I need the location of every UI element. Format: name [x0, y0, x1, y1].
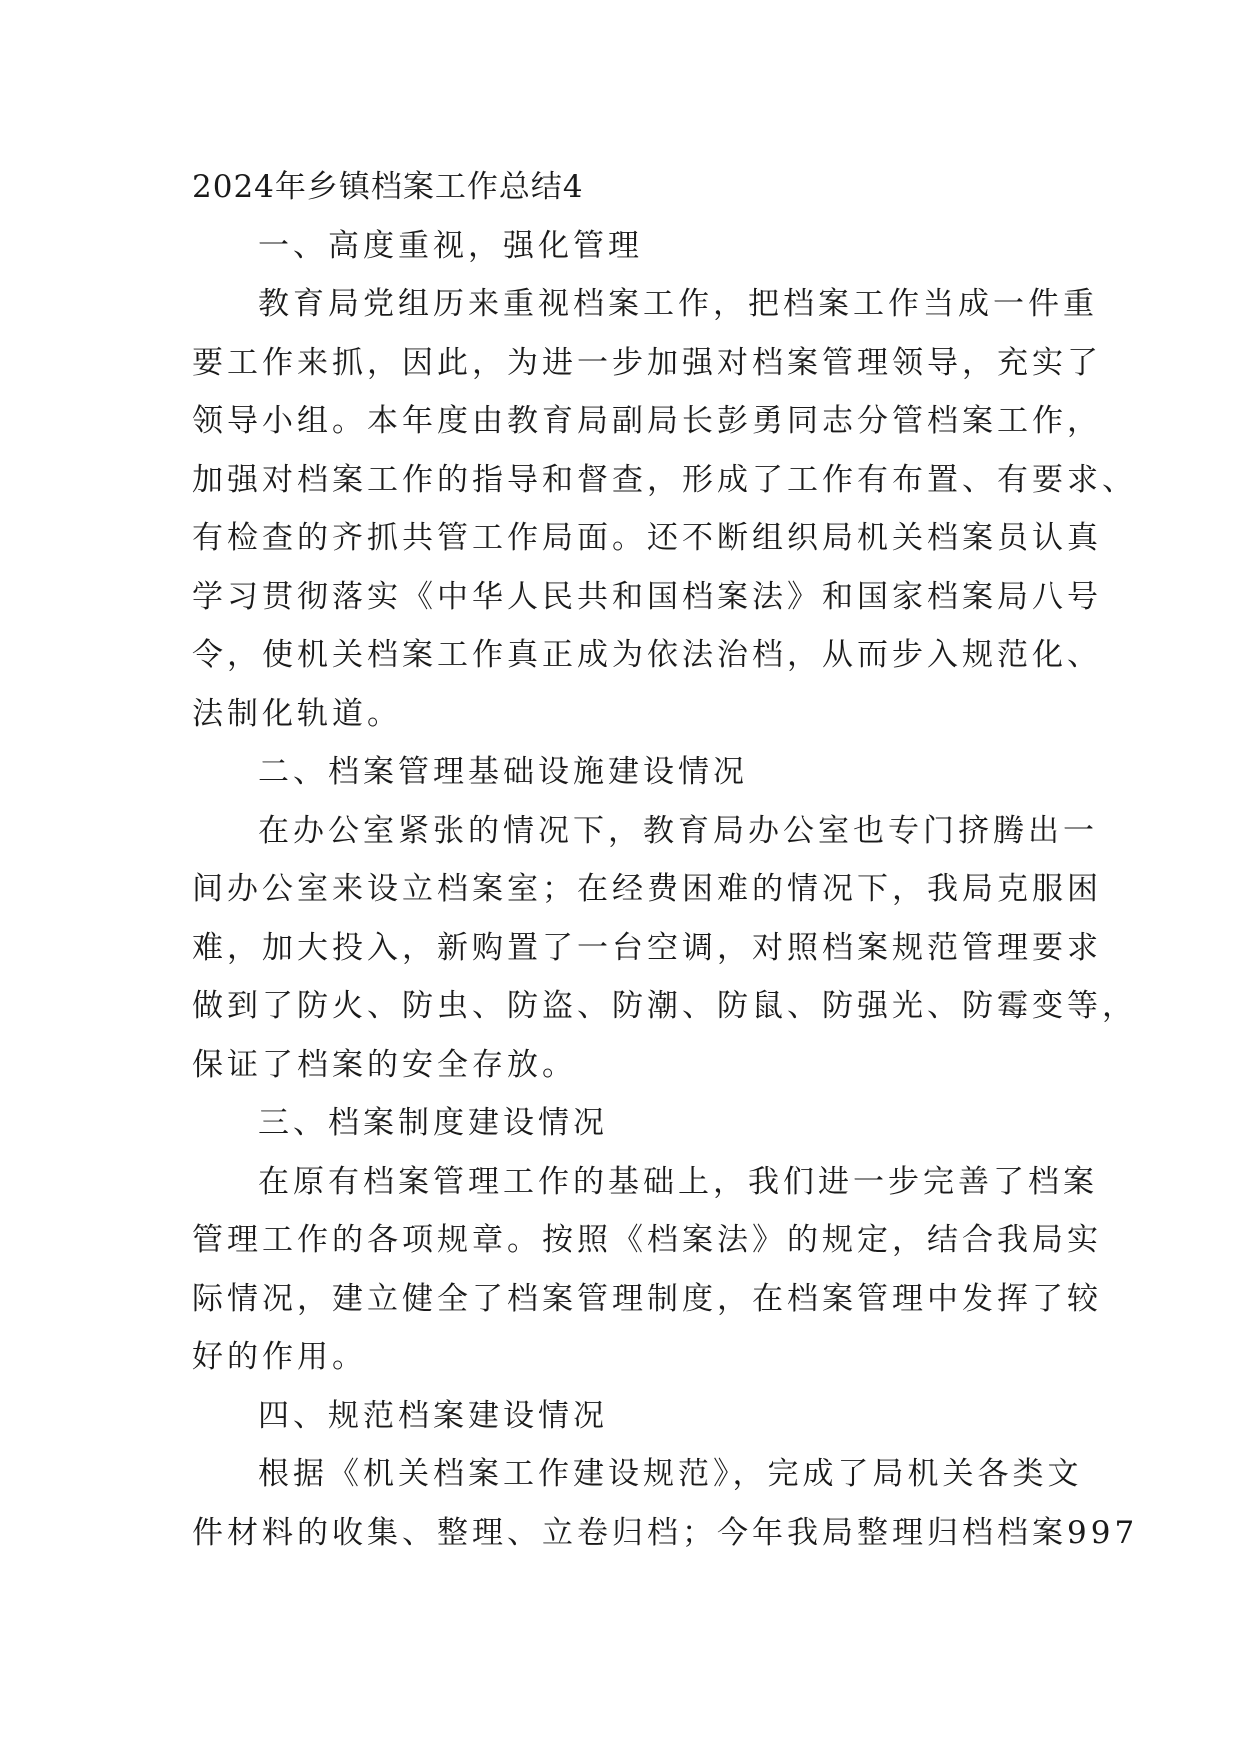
paragraph-line: 好的作用。 [192, 1339, 367, 1375]
paragraph-line: 领导小组。本年度由教育局副局长彭勇同志分管档案工作， [192, 403, 1102, 439]
paragraph-line: 难，加大投入，新购置了一台空调，对照档案规范管理要求 [192, 929, 1102, 966]
section-heading: 一、高度重视，强化管理 [258, 227, 643, 264]
section-heading: 三、档案制度建设情况 [258, 1105, 608, 1141]
paragraph-line: 保证了档案的安全存放。 [192, 1046, 577, 1083]
paragraph-line: 学习贯彻落实《中华人民共和国档案法》和国家档案局八号 [192, 578, 1102, 615]
section-heading: 四、规范档案建设情况 [258, 1397, 608, 1434]
paragraph-line: 件材料的收集、整理、立卷归档；今年我局整理归档档案997 [192, 1514, 1139, 1551]
section-heading: 二、档案管理基础设施建设情况 [258, 754, 748, 790]
paragraph-line: 加强对档案工作的指导和督查，形成了工作有布置、有要求、 [192, 461, 1137, 498]
paragraph-line: 间办公室来设立档案室；在经费困难的情况下，我局克服困 [192, 871, 1102, 907]
paragraph-line: 有检查的齐抓共管工作局面。还不断组织局机关档案员认真 [192, 520, 1102, 556]
paragraph-line: 做到了防火、防虫、防盗、防潮、防鼠、防强光、防霉变等， [192, 988, 1137, 1024]
paragraph-line: 令，使机关档案工作真正成为依法治档，从而步入规范化、 [192, 637, 1102, 673]
paragraph-line: 际情况，建立健全了档案管理制度，在档案管理中发挥了较 [192, 1280, 1102, 1317]
document-title: 2024年乡镇档案工作总结4 [192, 169, 584, 205]
paragraph-line: 教育局党组历来重视档案工作，把档案工作当成一件重 [258, 286, 1098, 322]
paragraph-line: 在办公室紧张的情况下，教育局办公室也专门挤腾出一 [258, 812, 1098, 849]
paragraph-line: 在原有档案管理工作的基础上，我们进一步完善了档案 [258, 1163, 1098, 1200]
document-body [192, 158, 1139, 1562]
paragraph-line: 管理工作的各项规章。按照《档案法》的规定，结合我局实 [192, 1222, 1102, 1258]
paragraph-line: 根据《机关档案工作建设规范》，完成了局机关各类文 [258, 1456, 1083, 1492]
paragraph-line: 法制化轨道。 [192, 695, 402, 732]
paragraph-line: 要工作来抓，因此，为进一步加强对档案管理领导，充实了 [192, 344, 1102, 381]
